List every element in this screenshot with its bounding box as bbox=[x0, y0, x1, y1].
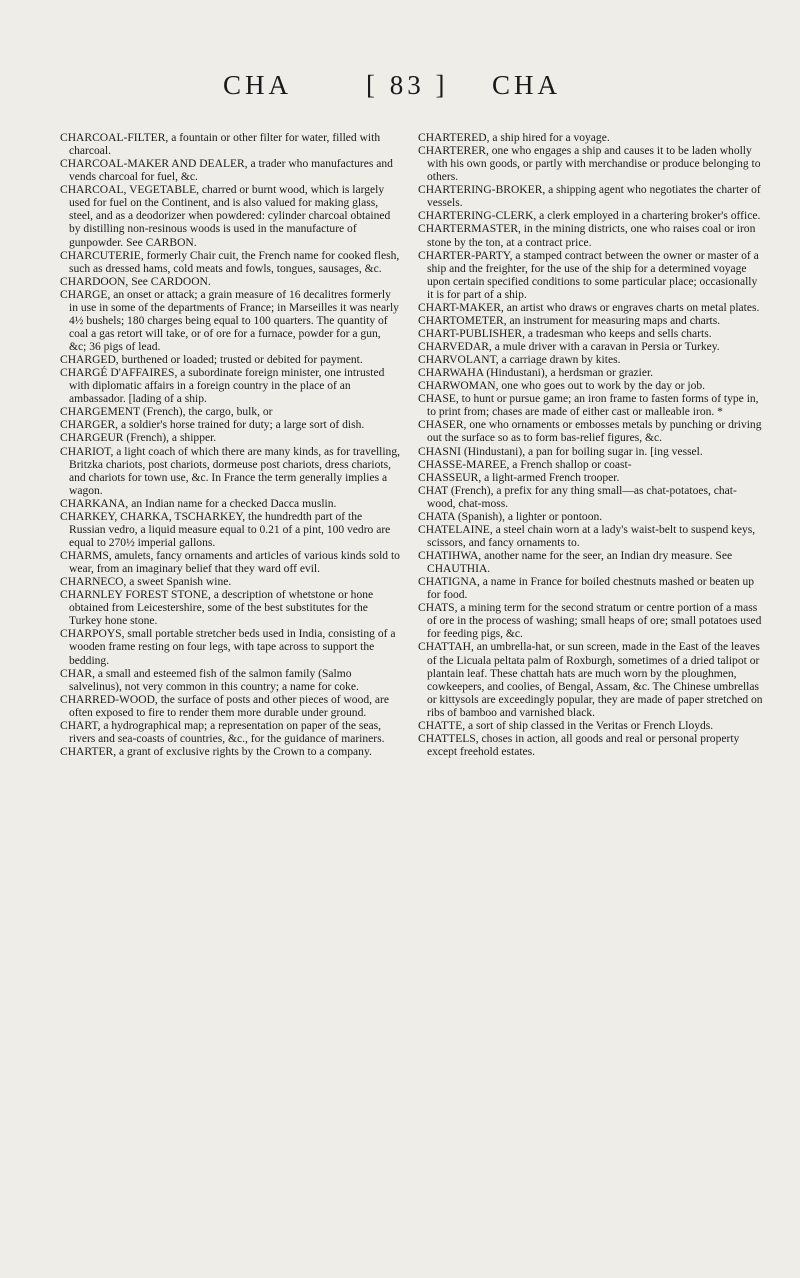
dictionary-entry: CHASE, to hunt or pursue game; an iron frame to fasten forms of type in, to print from; chases are made of either cast or malleable iron. * bbox=[418, 393, 759, 419]
dictionary-entry: CHARWAHA (Hindustani), a herdsman or grazier. bbox=[418, 367, 654, 380]
dictionary-entry: CHARTERING-BROKER, a shipping agent who negotiates the charter of vessels. bbox=[418, 184, 761, 210]
dictionary-entry: CHARGE, an onset or attack; a grain measure of 16 decalitres formerly in use in some of the departments of France; in Marseilles it was nearly 4½ bushels; 180 charges being equal to 100 quarters. The quantity of coal a gas retort will take, or of ore for a furnace, powder for a gun, &c; 36 pigs of lead. bbox=[60, 288, 399, 353]
dictionary-entry: CHARGEMENT (French), the cargo, bulk, or bbox=[60, 406, 273, 419]
dictionary-entry: CHARMS, amulets, fancy ornaments and articles of various kinds sold to wear, from an imaginary belief that they ward off evil. bbox=[60, 550, 400, 576]
dictionary-entry: CHARDOON, See CARDOON. bbox=[60, 275, 211, 288]
dictionary-entry: CHART-PUBLISHER, a tradesman who keeps and sells charts. bbox=[418, 327, 712, 340]
dictionary-entry: CHARKANA, an Indian name for a checked Dacca muslin. bbox=[60, 497, 337, 510]
dictionary-entry: CHART-MAKER, an artist who draws or engraves charts on metal plates. bbox=[418, 301, 760, 314]
dictionary-entry: CHAT (French), a prefix for any thing small—as chat-potatoes, chat-wood, chat-moss. bbox=[418, 484, 737, 510]
dictionary-entry: CHATTELS, choses in action, all goods and real or personal property except freehold estates. bbox=[418, 732, 740, 758]
dictionary-entry: CHASSEUR, a light-armed French trooper. bbox=[418, 471, 620, 484]
dictionary-entry: CHASER, one who ornaments or embosses metals by punching or driving out the surface so as to form bas-relief figures, &c. bbox=[418, 419, 762, 445]
left-column bbox=[60, 132, 400, 759]
dictionary-entry: CHARCOAL, VEGETABLE, charred or burnt wood, which is largely used for fuel on the Continent, and is also valued for making glass, steel, and as a deodorizer when powdered: cylinder charcoal obtained by distilling non-resinous woods is used in the manufacture of gunpowder. See CARBON. bbox=[60, 184, 391, 249]
dictionary-entry: CHARGER, a soldier's horse trained for duty; a large sort of dish. bbox=[60, 419, 365, 432]
dictionary-entry: CHARGÉ D'AFFAIRES, a subordinate foreign minister, one intrusted with diplomatic affairs in a foreign country in the place of an ambassador. [lading of a ship. bbox=[60, 367, 385, 406]
dictionary-entry: CHARGEUR (French), a shipper. bbox=[60, 432, 217, 445]
dictionary-entry: CHATA (Spanish), a lighter or pontoon. bbox=[418, 510, 603, 523]
dictionary-entry: CHARNECO, a sweet Spanish wine. bbox=[60, 576, 232, 589]
page-number: [ 83 ] bbox=[366, 70, 449, 100]
right-column bbox=[418, 132, 763, 759]
dictionary-entry: CHASSE-MAREE, a French shallop or coast- bbox=[418, 458, 632, 471]
dictionary-entry: CHARKEY, CHARKA, TSCHARKEY, the hundredth part of the Russian vedro, a liquid measure equal to 0.21 of a pint, 100 vedro are equal to 270½ imperial gallons. bbox=[60, 510, 391, 549]
dictionary-entry: CHARWOMAN, one who goes out to work by the day or job. bbox=[418, 380, 706, 393]
dictionary-entry: CHARCOAL-MAKER AND DEALER, a trader who manufactures and vends charcoal for fuel, &c. bbox=[60, 158, 393, 184]
dictionary-entry: CHARTER, a grant of exclusive rights by the Crown to a company. bbox=[60, 745, 372, 758]
dictionary-entry: CHARNLEY FOREST STONE, a description of whetstone or hone obtained from Leicestershire, some of the best substitutes for the Turkey hone stone. bbox=[60, 589, 374, 628]
dictionary-entry: CHARTERED, a ship hired for a voyage. bbox=[418, 132, 610, 144]
dictionary-entry: CHARCUTERIE, formerly Chair cuit, the French name for cooked flesh, such as dressed hams, cold meats and fowls, tongues, sausages, &c. bbox=[60, 249, 400, 275]
dictionary-entry: CHARTERING-CLERK, a clerk employed in a chartering broker's office. bbox=[418, 210, 761, 223]
dictionary-entry: CHARTOMETER, an instrument for measuring maps and charts. bbox=[418, 314, 721, 327]
dictionary-entry: CHATS, a mining term for the second stratum or centre portion of a mass of ore in the process of washing; small heaps of ore; small potatoes used for feeding pigs, &c. bbox=[418, 602, 762, 641]
running-header bbox=[0, 70, 800, 110]
dictionary-entry: CHARGED, burthened or loaded; trusted or debited for payment. bbox=[60, 354, 363, 367]
dictionary-entry: CHATIHWA, another name for the seer, an Indian dry measure. See CHAUTHIA. bbox=[418, 550, 733, 576]
header-left-word: CHA bbox=[223, 70, 293, 100]
dictionary-entry: CHATTE, a sort of ship classed in the Veritas or French Lloyds. bbox=[418, 719, 714, 732]
dictionary-entry: CHARTER-PARTY, a stamped contract between the owner or master of a ship and the freighter, for the use of the ship for a determined voyage upon certain specified conditions to some particular place; occasionally it is for part of a ship. bbox=[418, 249, 759, 301]
dictionary-entry: CHASNI (Hindustani), a pan for boiling sugar in. [ing vessel. bbox=[418, 445, 703, 458]
dictionary-entry: CHATTAH, an umbrella-hat, or sun screen, made in the East of the leaves of the Licuala peltata palm of Roxburgh, sometimes of a dried talipot or plantain leaf. These chattah hats are much worn by the ploughmen, cowkeepers, and coolies, of Bengal, Assam, &c. The Chinese umbrellas or kittysols are exceedingly popular, they are made of paper stretched on ribs of bamboo and varnished black. bbox=[418, 641, 763, 719]
dictionary-entry: CHARTERMASTER, in the mining districts, one who raises coal or iron stone by the ton, at a contract price. bbox=[418, 223, 756, 249]
dictionary-entry: CHATELAINE, a steel chain worn at a lady's waist-belt to suspend keys, scissors, and fancy ornaments to. bbox=[418, 523, 756, 549]
dictionary-entry: CHARRED-WOOD, the surface of posts and other pieces of wood, are often exposed to fire to render them more durable under ground. bbox=[60, 693, 389, 719]
dictionary-entry: CHARPOYS, small portable stretcher beds used in India, consisting of a wooden frame resting on four legs, with tape across to support the bedding. bbox=[60, 628, 396, 667]
dictionary-entry: CHAR, a small and esteemed fish of the salmon family (Salmo salvelinus), not very common in this country; a name for coke. bbox=[60, 667, 359, 693]
dictionary-entry: CHARIOT, a light coach of which there are many kinds, as for travelling, Britzka chariots, post chariots, dormeuse post chariots, dress chariots, and chariots for town use, &c. In France the term generally implies a wagon. bbox=[60, 445, 400, 497]
header-right-word: CHA bbox=[492, 70, 562, 100]
dictionary-entry: CHARVEDAR, a mule driver with a caravan in Persia or Turkey. bbox=[418, 341, 720, 353]
dictionary-entry: CHARCOAL-FILTER, a fountain or other filter for water, filled with charcoal. bbox=[60, 132, 381, 158]
dictionary-entry: CHARVOLANT, a carriage drawn by kites. bbox=[418, 354, 621, 367]
dictionary-entry: CHARTERER, one who engages a ship and causes it to be laden wholly with his own goods, or partly with merchandise or produce belonging to others. bbox=[418, 145, 761, 184]
dictionary-entry: CHART, a hydrographical map; a representation on paper of the seas, rivers and sea-coasts of countries, &c., for the guidance of mariners. bbox=[60, 719, 385, 745]
dictionary-entry: CHATIGNA, a name in France for boiled chestnuts mashed or beaten up for food. bbox=[418, 576, 755, 602]
